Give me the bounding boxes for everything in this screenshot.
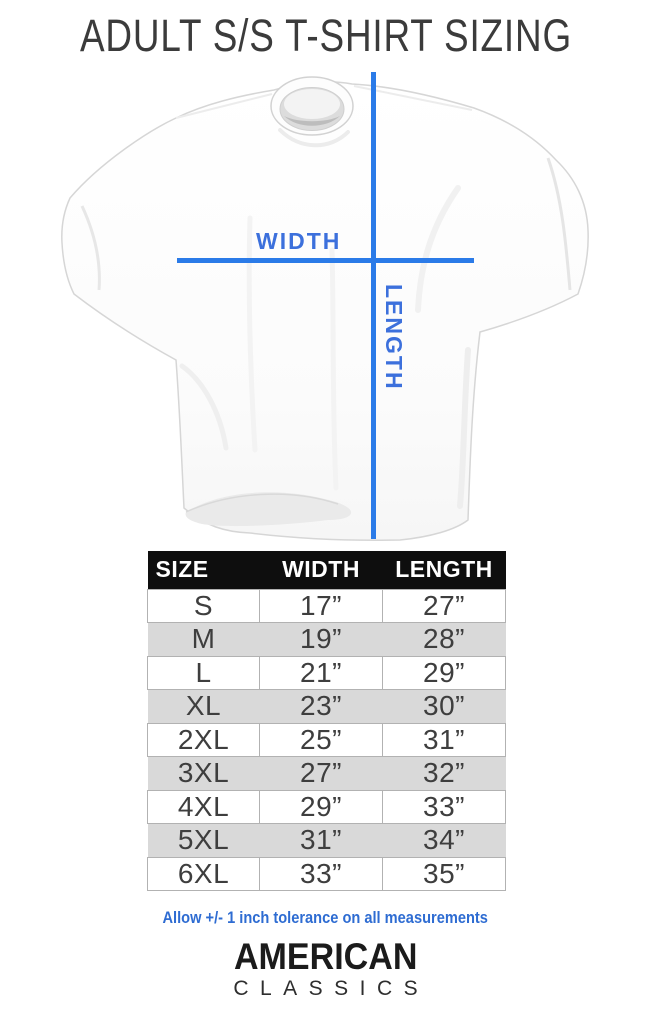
brand-name-primary: AMERICAN	[233, 936, 418, 977]
table-row	[148, 723, 506, 757]
size-cell: M	[148, 623, 260, 657]
length-cell: 31”	[383, 723, 506, 757]
length-cell: 35”	[383, 857, 506, 891]
width-label: WIDTH	[256, 228, 342, 254]
tshirt-photo	[0, 68, 651, 546]
header-cell-width: WIDTH	[260, 551, 383, 589]
tolerance-note-text: Allow +/- 1 inch tolerance on all measurements	[162, 908, 489, 927]
page-title	[0, 10, 651, 62]
size-cell: 6XL	[148, 857, 260, 891]
brand-logo	[0, 938, 651, 999]
tshirt-diagram	[0, 68, 651, 546]
width-cell: 33”	[260, 857, 383, 891]
table-row	[148, 824, 506, 858]
table-row	[148, 757, 506, 791]
width-cell: 27”	[260, 757, 383, 791]
tshirt-body	[62, 82, 588, 540]
size-cell: 4XL	[148, 790, 260, 824]
width-cell: 17”	[260, 589, 383, 623]
page-title-text: ADULT S/S T-SHIRT SIZING	[79, 10, 572, 61]
length-cell: 28”	[383, 623, 506, 657]
length-cell: 27”	[383, 589, 506, 623]
length-label: LENGTH	[381, 284, 407, 391]
size-cell: 3XL	[148, 757, 260, 791]
width-cell: 21”	[260, 656, 383, 690]
width-measure-line	[177, 258, 474, 263]
brand-name-secondary: CLASSICS	[233, 977, 430, 1000]
size-cell: S	[148, 589, 260, 623]
size-cell: XL	[148, 690, 260, 724]
table-row	[148, 623, 506, 657]
length-cell: 30”	[383, 690, 506, 724]
width-cell: 29”	[260, 790, 383, 824]
table-row	[148, 690, 506, 724]
size-cell: 5XL	[148, 824, 260, 858]
length-cell: 34”	[383, 824, 506, 858]
table-row	[148, 656, 506, 690]
table-row	[148, 790, 506, 824]
length-measure-line	[371, 72, 376, 539]
header-cell-size: SIZE	[148, 551, 260, 589]
length-cell: 33”	[383, 790, 506, 824]
length-cell: 32”	[383, 757, 506, 791]
table-row	[148, 589, 506, 623]
width-cell: 19”	[260, 623, 383, 657]
collar	[271, 77, 353, 135]
size-table	[147, 551, 506, 891]
tolerance-note	[0, 908, 651, 928]
size-cell: L	[148, 656, 260, 690]
table-row	[148, 857, 506, 891]
length-cell: 29”	[383, 656, 506, 690]
size-cell: 2XL	[148, 723, 260, 757]
width-cell: 25”	[260, 723, 383, 757]
size-table-header-row	[148, 551, 506, 589]
width-cell: 31”	[260, 824, 383, 858]
header-cell-length: LENGTH	[383, 551, 506, 589]
width-cell: 23”	[260, 690, 383, 724]
